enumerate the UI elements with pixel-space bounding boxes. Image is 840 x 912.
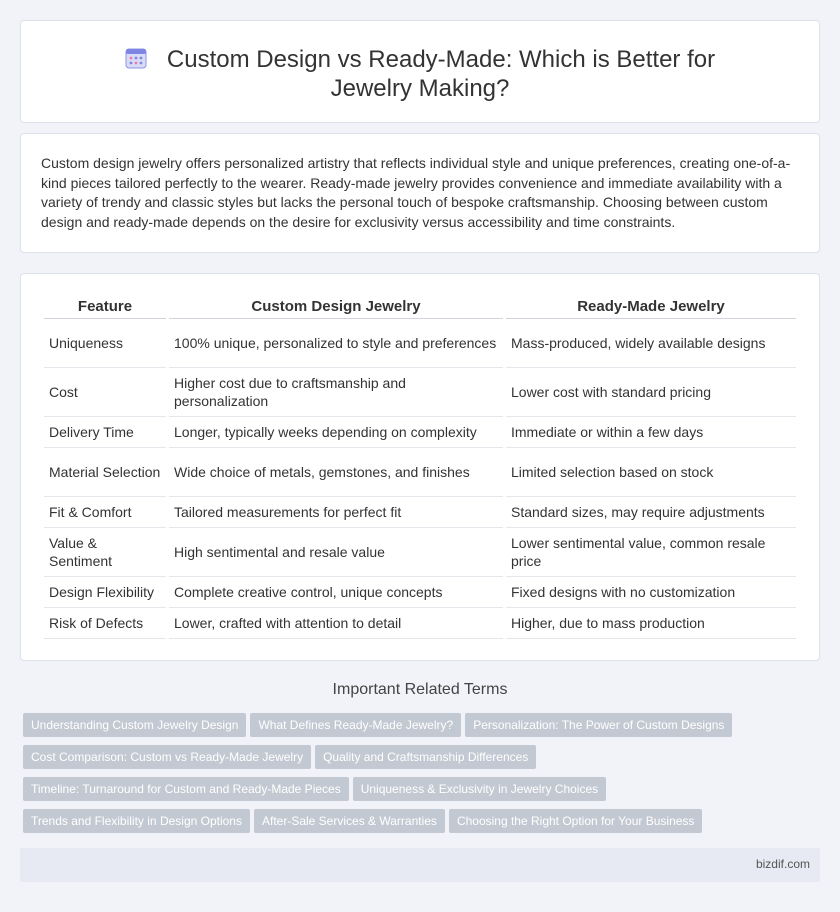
table-cell-feature: Material Selection <box>44 448 166 497</box>
header-card <box>20 20 820 123</box>
table-cell-custom: Longer, typically weeks depending on complexity <box>169 417 503 448</box>
table-cell-ready-made: Standard sizes, may require adjustments <box>506 497 796 528</box>
table-cell-custom: Wide choice of metals, gemstones, and finishes <box>169 448 503 497</box>
related-term-tag[interactable]: Choosing the Right Option for Your Business <box>449 809 702 833</box>
table-cell-ready-made: Limited selection based on stock <box>506 448 796 497</box>
table-cell-feature: Uniqueness <box>44 319 166 368</box>
table-row <box>44 319 796 368</box>
related-term-tag[interactable]: Understanding Custom Jewelry Design <box>23 713 246 737</box>
table-cell-ready-made: Lower sentimental value, common resale price <box>506 528 796 577</box>
related-term-tag[interactable]: After-Sale Services & Warranties <box>254 809 445 833</box>
table-row <box>44 577 796 608</box>
header-ready-made: Ready-Made Jewelry <box>506 294 796 319</box>
table-cell-custom: Tailored measurements for perfect fit <box>169 497 503 528</box>
table-cell-feature: Risk of Defects <box>44 608 166 639</box>
intro-card <box>20 133 820 253</box>
header-custom: Custom Design Jewelry <box>169 294 503 319</box>
related-term-tag[interactable]: Personalization: The Power of Custom Designs <box>465 713 732 737</box>
related-terms-title: Important Related Terms <box>332 681 508 698</box>
footer-site-link[interactable]: bizdif.com <box>755 857 810 871</box>
table-row <box>44 528 796 577</box>
table-row <box>44 417 796 448</box>
table-cell-feature: Fit & Comfort <box>44 497 166 528</box>
table-cell-custom: Lower, crafted with attention to detail <box>169 608 503 639</box>
comparison-table <box>41 294 799 639</box>
table-cell-ready-made: Lower cost with standard pricing <box>506 368 796 417</box>
related-terms-list <box>23 713 823 841</box>
table-cell-ready-made: Mass-produced, widely available designs <box>506 319 796 368</box>
comparison-card <box>20 273 820 661</box>
table-cell-feature: Design Flexibility <box>44 577 166 608</box>
table-row <box>44 368 796 417</box>
table-cell-ready-made: Higher, due to mass production <box>506 608 796 639</box>
table-cell-custom: Complete creative control, unique concepts <box>169 577 503 608</box>
table-cell-feature: Value & Sentiment <box>44 528 166 577</box>
table-cell-feature: Delivery Time <box>44 417 166 448</box>
table-row <box>44 497 796 528</box>
table-cell-ready-made: Immediate or within a few days <box>506 417 796 448</box>
related-term-tag[interactable]: Trends and Flexibility in Design Options <box>23 809 250 833</box>
table-cell-feature: Cost <box>44 368 166 417</box>
page-title: Custom Design vs Ready-Made: Which is Better for Jewelry Making? <box>166 46 716 102</box>
related-term-tag[interactable]: Timeline: Turnaround for Custom and Ready-Made Pieces <box>23 777 349 801</box>
related-term-tag[interactable]: Uniqueness & Exclusivity in Jewelry Choices <box>353 777 606 801</box>
footer <box>20 848 820 882</box>
table-cell-custom: High sentimental and resale value <box>169 528 503 577</box>
page-title-wrap <box>21 45 819 103</box>
table-cell-custom: Higher cost due to craftsmanship and personalization <box>169 368 503 417</box>
related-term-tag[interactable]: Cost Comparison: Custom vs Ready-Made Jewelry <box>23 745 311 769</box>
related-term-tag[interactable]: Quality and Craftsmanship Differences <box>315 745 536 769</box>
intro-paragraph: Custom design jewelry offers personalized artistry that reflects individual style and unique preferences, creating one-of-a-kind pieces tailored perfectly to the wearer. Ready-made jewelry provides convenience and immediate availability with a variety of trendy and classic styles but lacks the personal touch of bespoke craftsmanship. Choosing between custom design and ready-made depends on the desire for exclusivity versus accessibility and time constraints. <box>41 155 791 230</box>
related-term-tag[interactable]: What Defines Ready-Made Jewelry? <box>250 713 461 737</box>
calendar-icon <box>125 47 147 69</box>
table-row <box>44 608 796 639</box>
table-header-row <box>44 294 796 319</box>
header-feature: Feature <box>44 294 166 319</box>
table-row <box>44 448 796 497</box>
table-cell-ready-made: Fixed designs with no customization <box>506 577 796 608</box>
table-cell-custom: 100% unique, personalized to style and preferences <box>169 319 503 368</box>
